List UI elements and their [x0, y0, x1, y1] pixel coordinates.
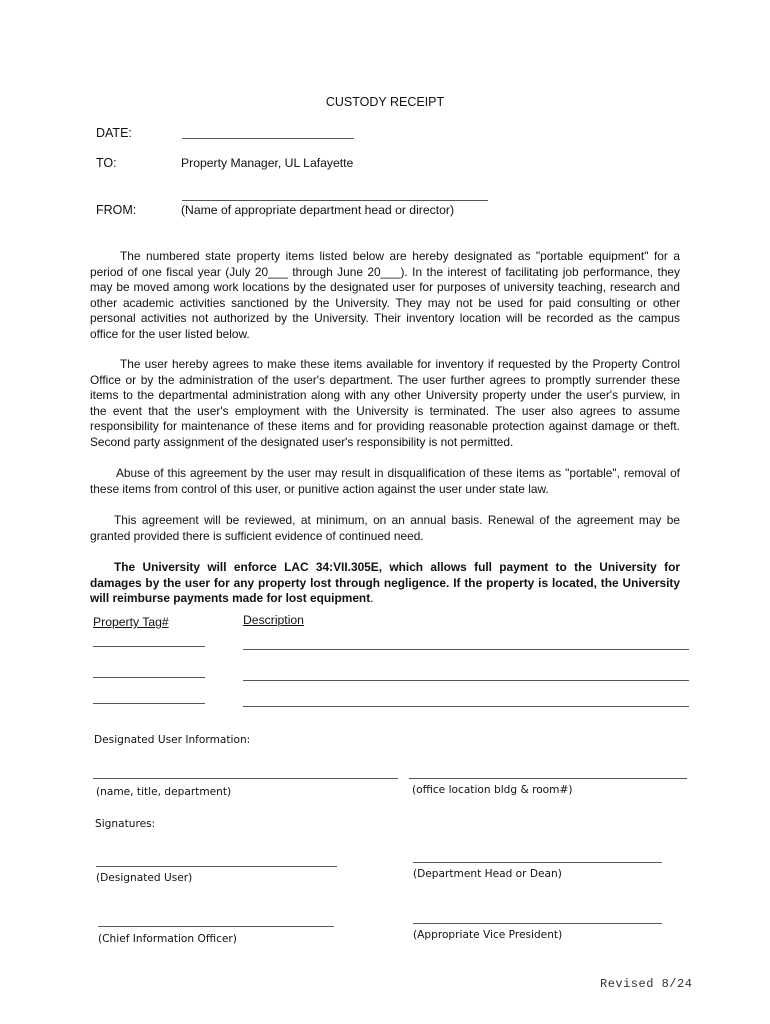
from-value: (Name of appropriate department head or director) [181, 203, 455, 217]
description-line-3[interactable] [243, 706, 689, 707]
paragraph-review: This agreement will be reviewed, at minimum, on an annual basis. Renewal of the agreement may be granted provided there is sufficient evidence of continued need. [90, 513, 680, 543]
cio-caption: (Chief Information Officer) [98, 933, 237, 945]
document-title: CUSTODY RECEIPT [325, 95, 445, 109]
vp-signature-line[interactable] [413, 923, 662, 924]
dept-head-caption: (Department Head or Dean) [413, 868, 562, 880]
property-tag-line-2[interactable] [93, 677, 205, 678]
name-line[interactable] [93, 778, 398, 779]
description-header: Description [243, 613, 304, 627]
to-label: TO: [96, 156, 117, 170]
vp-caption: (Appropriate Vice President) [413, 929, 563, 941]
name-caption: (name, title, department) [96, 786, 232, 798]
revision-note: Revised 8/24 [600, 977, 693, 991]
office-caption: (office location bldg & room#) [412, 784, 573, 796]
property-tag-line-3[interactable] [93, 703, 205, 704]
cio-signature-line[interactable] [98, 926, 334, 927]
from-line[interactable] [182, 200, 488, 201]
date-label: DATE: [96, 126, 132, 140]
designated-user-caption: (Designated User) [96, 872, 193, 884]
to-value: Property Manager, UL Lafayette [181, 156, 354, 170]
user-info-heading: Designated User Information: [94, 734, 251, 746]
enforcement-text: The University will enforce LAC 34:VII.305E, which allows full payment to the University for damages by the user for any property lost through negligence. If the property is located, the University will reimburse payments made for lost equipment [90, 560, 680, 606]
description-line-1[interactable] [243, 649, 689, 650]
dept-head-signature-line[interactable] [413, 862, 662, 863]
description-line-2[interactable] [243, 680, 689, 681]
paragraph-enforcement [90, 560, 680, 607]
paragraph-user-agreement: The user hereby agrees to make these items available for inventory if requested by the Property Control Office or by the administration of the user's department. The user further agrees to promptly surrender these items to the departmental administration along with any other University property under the user's purview, in the event that the user's employment with the University is terminated. The user also agrees to assume responsibility for maintenance of these items and for providing reasonable protection against damage or theft. Second party assignment of the designated user's responsibility is not permitted. [90, 357, 680, 449]
designated-user-signature-line[interactable] [96, 866, 337, 867]
property-tag-line-1[interactable] [93, 646, 205, 647]
date-line[interactable] [182, 138, 354, 139]
from-label: FROM: [96, 203, 137, 217]
signatures-heading: Signatures: [95, 818, 156, 830]
enforcement-period: . [370, 591, 374, 606]
paragraph-abuse: Abuse of this agreement by the user may result in disqualification of these items as "portable", removal of these items from control of this user, or punitive action against the user under state law. [90, 466, 680, 496]
paragraph-portable-equipment: The numbered state property items listed below are hereby designated as "portable equipment" for a period of one fiscal year (July 20___ through June 20___). In the interest of facilitating job performance, they may be moved among work locations by the designated user for purposes of university teaching, research and other academic activities sanctioned by the University. They may not be used for paid consulting or other personal activities not authorized by the University. Their inventory location will be recorded as the campus office for the user listed below. [90, 249, 680, 341]
office-line[interactable] [409, 778, 687, 779]
property-tag-header: Property Tag# [93, 615, 169, 629]
